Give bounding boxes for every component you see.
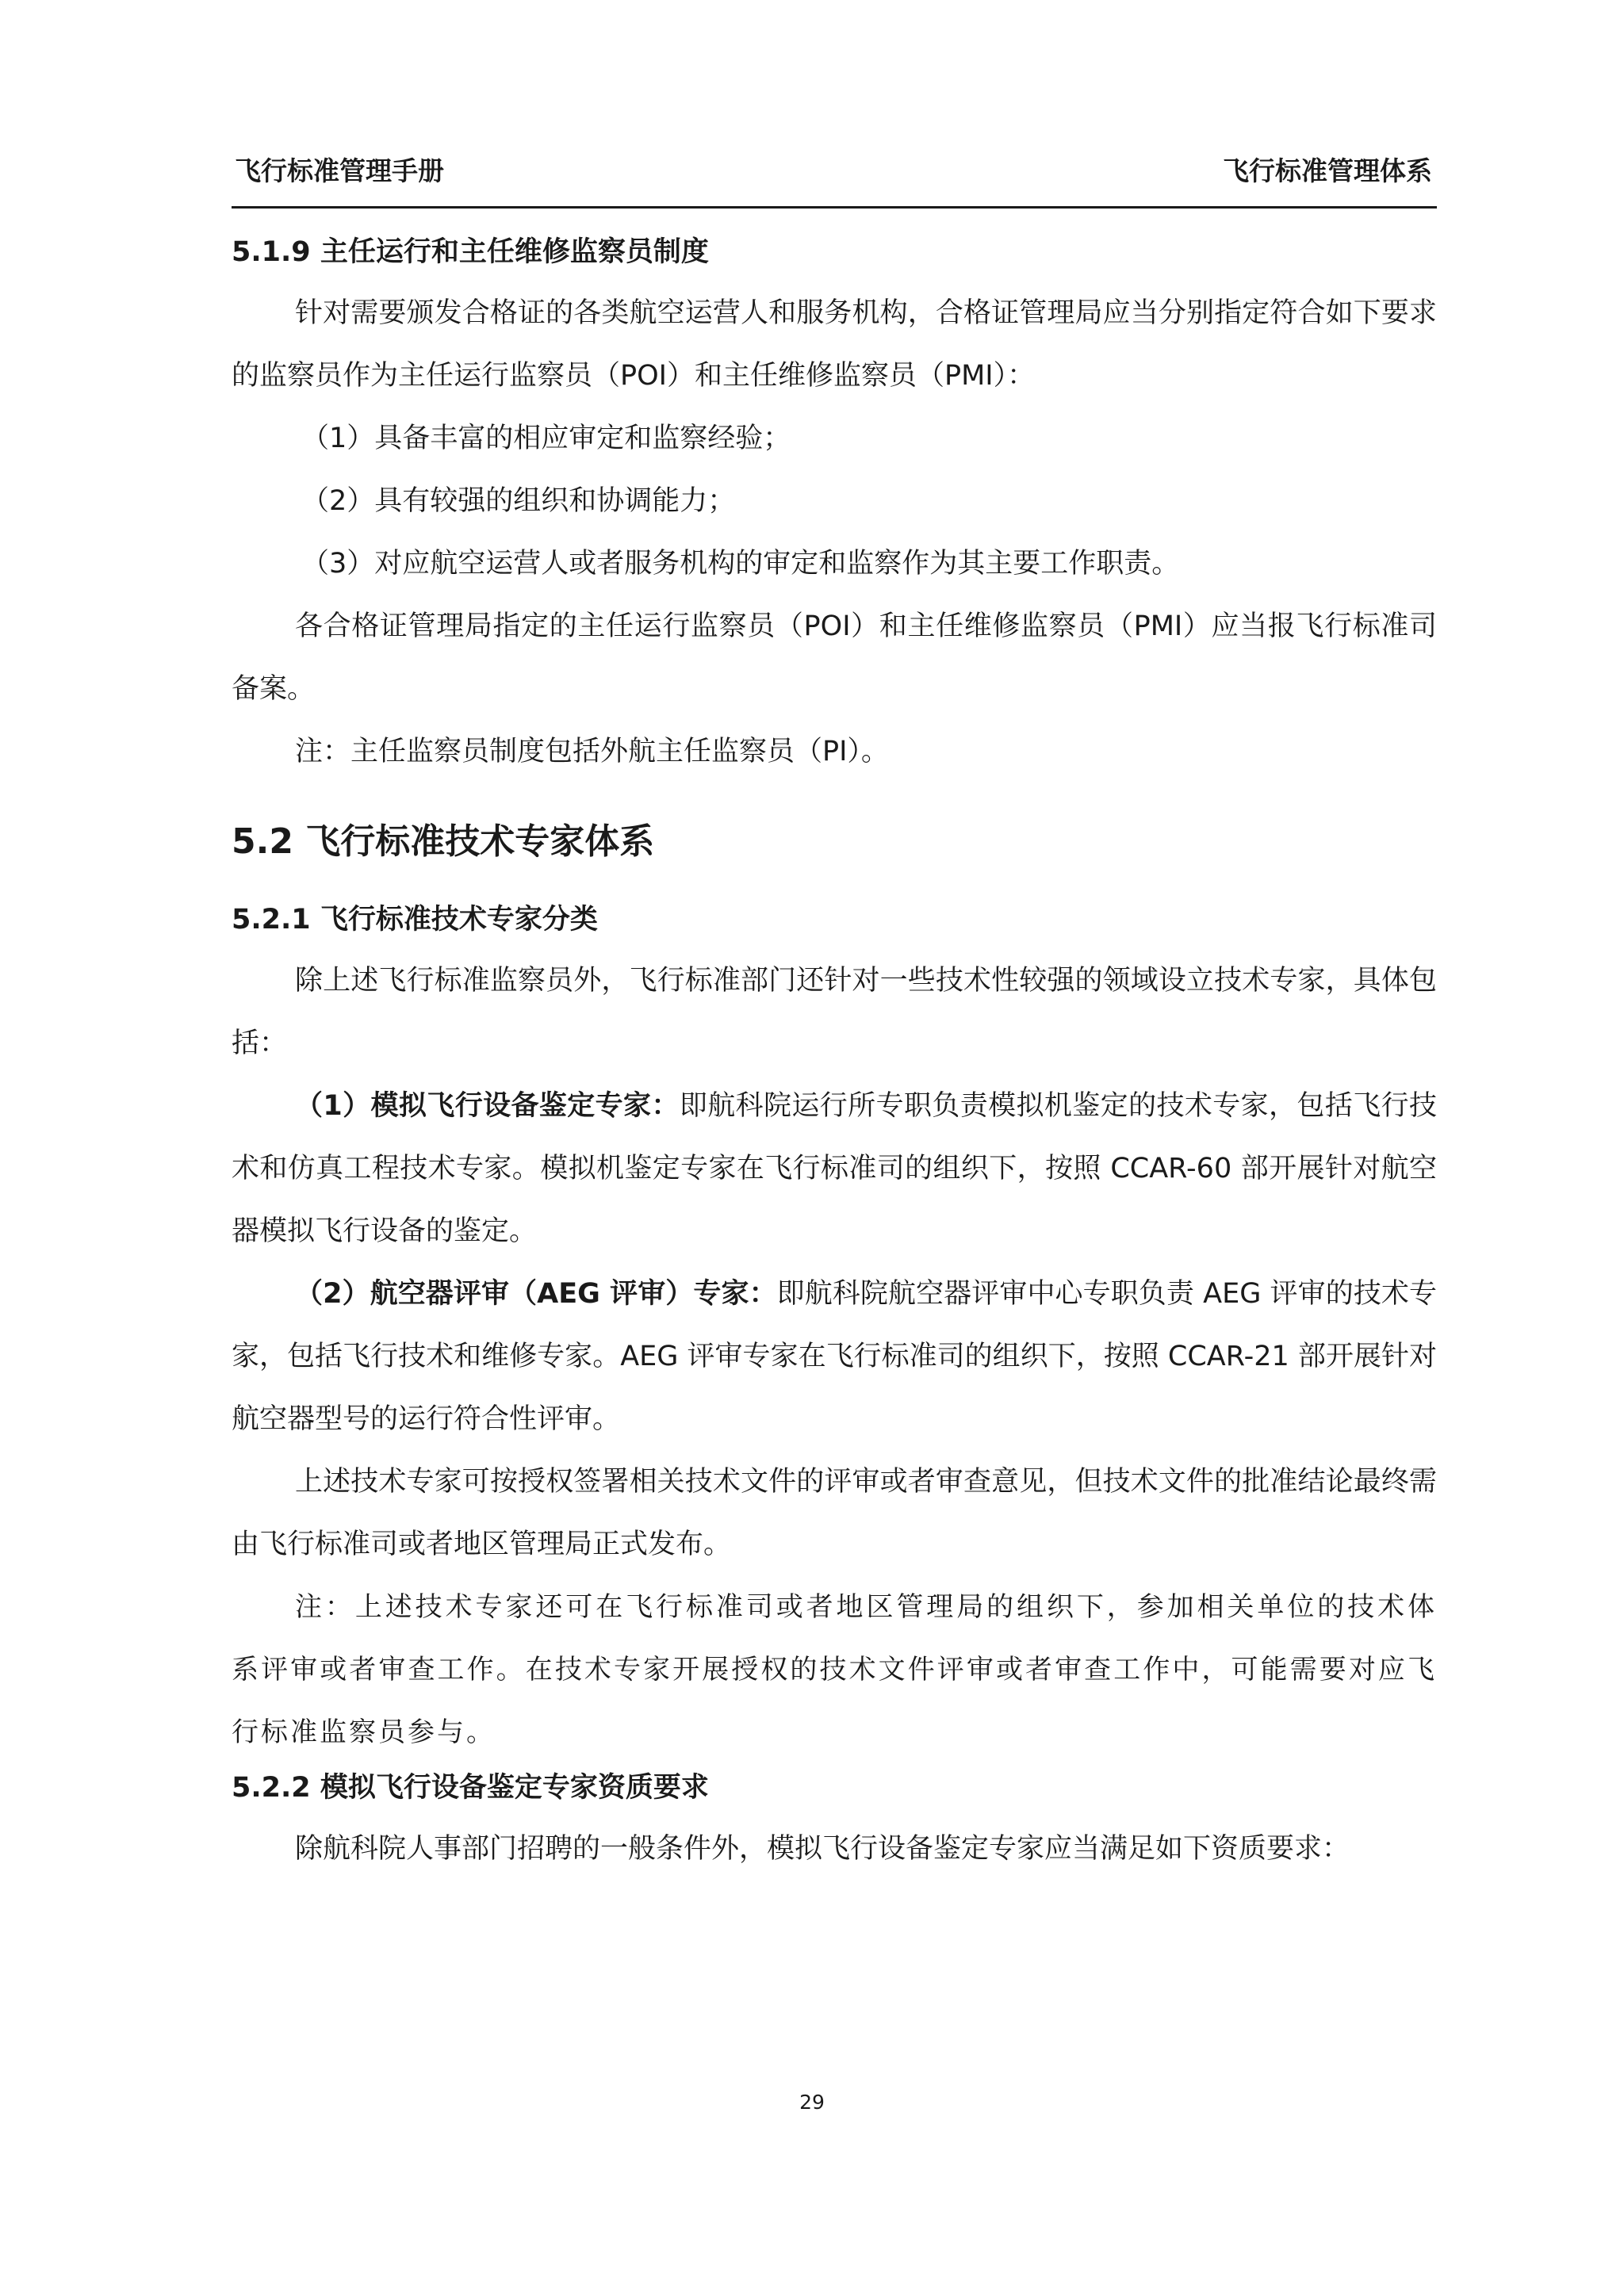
- section-5-2-1-paragraph-1: 除上述飞行标准监察员外，飞行标准部门还针对一些技术性较强的领域设立技术专家，具体包括：: [232, 965, 1437, 1059]
- page-content: [232, 233, 1437, 1881]
- section-5-1-9-heading: 5.1.9 主任运行和主任维修监察员制度: [232, 236, 709, 268]
- section-5-1-9-paragraph-2: 各合格证管理局指定的主任运行监察员（POI）和主任维修监察员（PMI）应当报飞行标准司备案。: [232, 610, 1437, 705]
- section-5-2-1-heading: 5.2.1 飞行标准技术专家分类: [232, 904, 598, 936]
- section-5-2-heading: 5.2 飞行标准技术专家体系: [232, 821, 655, 862]
- item-2-lead: （2）航空器评审（AEG 评审）专家：: [295, 1278, 777, 1310]
- item-1-body: 即航科院运行所专职负责模拟机鉴定的技术专家，包括飞行技术和仿真工程技术专家。模拟机鉴定专家在飞行标准司的组织下，按照 CCAR-60 部开展针对航空器模拟飞行设备的鉴定。: [232, 1090, 1437, 1247]
- section-5-2-1-item-2: [232, 1263, 1437, 1451]
- header-manual-title: 飞行标准管理手册: [235, 155, 444, 186]
- section-5-2-1-note: 注：上述技术专家还可在飞行标准司或者地区管理局的组织下，参加相关单位的技术体系评审或者审查工作。在技术专家开展授权的技术文件评审或者审查工作中，可能需要对应飞行标准监察员参与。: [232, 1591, 1437, 1748]
- item-2-body: 即航科院航空器评审中心专职负责 AEG 评审的技术专家，包括飞行技术和维修专家。AEG 评审专家在飞行标准司的组织下，按照 CCAR-21 部开展针对航空器型号的运行符合性评审。: [232, 1278, 1437, 1435]
- section-5-1-9-item-1: （1）具备丰富的相应审定和监察经验；: [301, 423, 791, 454]
- section-5-2-1-paragraph-2: 上述技术专家可按授权签署相关技术文件的评审或者审查意见，但技术文件的批准结论最终需由飞行标准司或者地区管理局正式发布。: [232, 1466, 1437, 1560]
- page-header: [232, 149, 1437, 209]
- section-5-1-9-note: 注：主任监察员制度包括外航主任监察员（PI）。: [295, 736, 889, 767]
- page-number: 29: [799, 2091, 825, 2114]
- section-5-2-2-heading: 5.2.2 模拟飞行设备鉴定专家资质要求: [232, 1772, 709, 1804]
- section-5-2-1-item-1: [232, 1075, 1437, 1263]
- section-5-2-2-paragraph-1: 除航科院人事部门招聘的一般条件外，模拟飞行设备鉴定专家应当满足如下资质要求：: [295, 1833, 1350, 1865]
- section-5-1-9-paragraph-1: 针对需要颁发合格证的各类航空运营人和服务机构，合格证管理局应当分别指定符合如下要求的监察员作为主任运行监察员（POI）和主任维修监察员（PMI）：: [232, 297, 1437, 392]
- item-1-lead: （1）模拟飞行设备鉴定专家：: [295, 1090, 680, 1122]
- section-5-1-9-item-2: （2）具有较强的组织和协调能力；: [301, 485, 736, 517]
- header-chapter-title: 飞行标准管理体系: [1223, 155, 1432, 186]
- section-5-1-9-item-3: （3）对应航空运营人或者服务机构的审定和监察作为其主要工作职责。: [301, 548, 1180, 580]
